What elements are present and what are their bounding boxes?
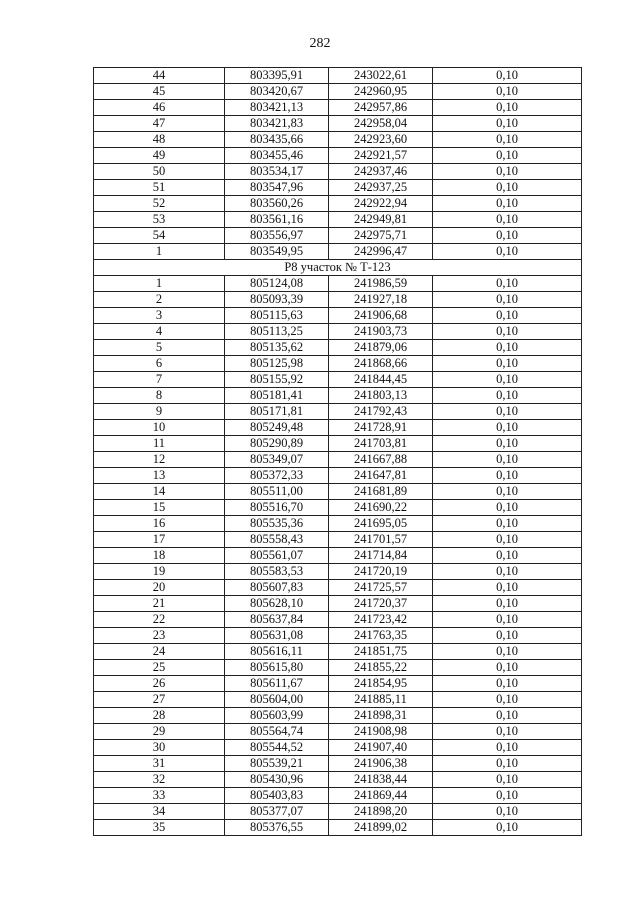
point-number-cell: 28 — [94, 708, 225, 724]
point-number-cell: 5 — [94, 340, 225, 356]
accuracy-cell: 0,10 — [433, 612, 582, 628]
table-row — [94, 804, 582, 820]
y-coordinate-cell: 243022,61 — [329, 68, 433, 84]
accuracy-cell: 0,10 — [433, 308, 582, 324]
y-coordinate-cell: 241725,57 — [329, 580, 433, 596]
point-number-cell: 23 — [94, 628, 225, 644]
table-row — [94, 564, 582, 580]
table-row — [94, 356, 582, 372]
y-coordinate-cell: 241854,95 — [329, 676, 433, 692]
point-number-cell: 13 — [94, 468, 225, 484]
table-row — [94, 644, 582, 660]
point-number-cell: 49 — [94, 148, 225, 164]
table-body-after — [94, 276, 582, 836]
point-number-cell: 17 — [94, 532, 225, 548]
point-number-cell: 18 — [94, 548, 225, 564]
table-row — [94, 340, 582, 356]
point-number-cell: 35 — [94, 820, 225, 836]
y-coordinate-cell: 241763,35 — [329, 628, 433, 644]
x-coordinate-cell: 805093,39 — [225, 292, 329, 308]
y-coordinate-cell: 241885,11 — [329, 692, 433, 708]
y-coordinate-cell: 241714,84 — [329, 548, 433, 564]
y-coordinate-cell: 241899,02 — [329, 820, 433, 836]
y-coordinate-cell: 241868,66 — [329, 356, 433, 372]
x-coordinate-cell: 803435,66 — [225, 132, 329, 148]
x-coordinate-cell: 803395,91 — [225, 68, 329, 84]
point-number-cell: 46 — [94, 100, 225, 116]
point-number-cell: 14 — [94, 484, 225, 500]
point-number-cell: 9 — [94, 404, 225, 420]
x-coordinate-cell: 805430,96 — [225, 772, 329, 788]
y-coordinate-cell: 241869,44 — [329, 788, 433, 804]
x-coordinate-cell: 805113,25 — [225, 324, 329, 340]
table-row — [94, 308, 582, 324]
x-coordinate-cell: 805349,07 — [225, 452, 329, 468]
point-number-cell: 8 — [94, 388, 225, 404]
accuracy-cell: 0,10 — [433, 388, 582, 404]
point-number-cell: 7 — [94, 372, 225, 388]
point-number-cell: 4 — [94, 324, 225, 340]
accuracy-cell: 0,10 — [433, 788, 582, 804]
accuracy-cell: 0,10 — [433, 532, 582, 548]
accuracy-cell: 0,10 — [433, 212, 582, 228]
x-coordinate-cell: 805290,89 — [225, 436, 329, 452]
x-coordinate-cell: 803421,13 — [225, 100, 329, 116]
y-coordinate-cell: 241723,42 — [329, 612, 433, 628]
x-coordinate-cell: 805561,07 — [225, 548, 329, 564]
point-number-cell: 11 — [94, 436, 225, 452]
point-number-cell: 26 — [94, 676, 225, 692]
y-coordinate-cell: 241701,57 — [329, 532, 433, 548]
point-number-cell: 30 — [94, 740, 225, 756]
table-row — [94, 612, 582, 628]
x-coordinate-cell: 805125,98 — [225, 356, 329, 372]
table-row — [94, 452, 582, 468]
point-number-cell: 53 — [94, 212, 225, 228]
x-coordinate-cell: 805155,92 — [225, 372, 329, 388]
x-coordinate-cell: 805377,07 — [225, 804, 329, 820]
y-coordinate-cell: 241898,20 — [329, 804, 433, 820]
accuracy-cell: 0,10 — [433, 340, 582, 356]
table-row — [94, 436, 582, 452]
x-coordinate-cell: 803534,17 — [225, 164, 329, 180]
table-row — [94, 724, 582, 740]
table-row — [94, 324, 582, 340]
point-number-cell: 15 — [94, 500, 225, 516]
y-coordinate-cell: 241879,06 — [329, 340, 433, 356]
x-coordinate-cell: 805558,43 — [225, 532, 329, 548]
accuracy-cell: 0,10 — [433, 324, 582, 340]
x-coordinate-cell: 803455,46 — [225, 148, 329, 164]
point-number-cell: 51 — [94, 180, 225, 196]
table-section — [94, 260, 582, 276]
y-coordinate-cell: 241703,81 — [329, 436, 433, 452]
accuracy-cell: 0,10 — [433, 484, 582, 500]
accuracy-cell: 0,10 — [433, 132, 582, 148]
point-number-cell: 31 — [94, 756, 225, 772]
x-coordinate-cell: 805511,00 — [225, 484, 329, 500]
y-coordinate-cell: 241803,13 — [329, 388, 433, 404]
x-coordinate-cell: 805564,74 — [225, 724, 329, 740]
accuracy-cell: 0,10 — [433, 244, 582, 260]
accuracy-cell: 0,10 — [433, 372, 582, 388]
table-row — [94, 148, 582, 164]
table-row — [94, 212, 582, 228]
accuracy-cell: 0,10 — [433, 772, 582, 788]
table-row — [94, 420, 582, 436]
table-row — [94, 84, 582, 100]
x-coordinate-cell: 805403,83 — [225, 788, 329, 804]
point-number-cell: 19 — [94, 564, 225, 580]
y-coordinate-cell: 241907,40 — [329, 740, 433, 756]
point-number-cell: 16 — [94, 516, 225, 532]
y-coordinate-cell: 242937,46 — [329, 164, 433, 180]
x-coordinate-cell: 805135,62 — [225, 340, 329, 356]
table-row — [94, 132, 582, 148]
point-number-cell: 27 — [94, 692, 225, 708]
accuracy-cell: 0,10 — [433, 116, 582, 132]
coordinates-table — [93, 67, 582, 836]
accuracy-cell: 0,10 — [433, 548, 582, 564]
accuracy-cell: 0,10 — [433, 740, 582, 756]
accuracy-cell: 0,10 — [433, 820, 582, 836]
x-coordinate-cell: 803547,96 — [225, 180, 329, 196]
table-row — [94, 68, 582, 84]
x-coordinate-cell: 805171,81 — [225, 404, 329, 420]
accuracy-cell: 0,10 — [433, 148, 582, 164]
table-row — [94, 772, 582, 788]
point-number-cell: 32 — [94, 772, 225, 788]
accuracy-cell: 0,10 — [433, 516, 582, 532]
accuracy-cell: 0,10 — [433, 420, 582, 436]
y-coordinate-cell: 242996,47 — [329, 244, 433, 260]
y-coordinate-cell: 241695,05 — [329, 516, 433, 532]
accuracy-cell: 0,10 — [433, 644, 582, 660]
table-row — [94, 756, 582, 772]
accuracy-cell: 0,10 — [433, 468, 582, 484]
point-number-cell: 10 — [94, 420, 225, 436]
x-coordinate-cell: 805181,41 — [225, 388, 329, 404]
accuracy-cell: 0,10 — [433, 276, 582, 292]
x-coordinate-cell: 805604,00 — [225, 692, 329, 708]
table-row — [94, 388, 582, 404]
section-title: Р8 участок № Т-123 — [94, 260, 582, 276]
y-coordinate-cell: 241898,31 — [329, 708, 433, 724]
point-number-cell: 52 — [94, 196, 225, 212]
point-number-cell: 45 — [94, 84, 225, 100]
x-coordinate-cell: 805376,55 — [225, 820, 329, 836]
table-row — [94, 820, 582, 836]
point-number-cell: 44 — [94, 68, 225, 84]
point-number-cell: 2 — [94, 292, 225, 308]
y-coordinate-cell: 242975,71 — [329, 228, 433, 244]
x-coordinate-cell: 805544,52 — [225, 740, 329, 756]
table-row — [94, 580, 582, 596]
y-coordinate-cell: 241647,81 — [329, 468, 433, 484]
x-coordinate-cell: 805631,08 — [225, 628, 329, 644]
accuracy-cell: 0,10 — [433, 452, 582, 468]
point-number-cell: 12 — [94, 452, 225, 468]
point-number-cell: 22 — [94, 612, 225, 628]
accuracy-cell: 0,10 — [433, 228, 582, 244]
table-row — [94, 628, 582, 644]
accuracy-cell: 0,10 — [433, 628, 582, 644]
table-row — [94, 692, 582, 708]
table-row — [94, 292, 582, 308]
point-number-cell: 54 — [94, 228, 225, 244]
y-coordinate-cell: 241906,38 — [329, 756, 433, 772]
accuracy-cell: 0,10 — [433, 580, 582, 596]
x-coordinate-cell: 805516,70 — [225, 500, 329, 516]
accuracy-cell: 0,10 — [433, 404, 582, 420]
table-row — [94, 196, 582, 212]
x-coordinate-cell: 805628,10 — [225, 596, 329, 612]
x-coordinate-cell: 803561,16 — [225, 212, 329, 228]
point-number-cell: 29 — [94, 724, 225, 740]
table-row — [94, 276, 582, 292]
accuracy-cell: 0,10 — [433, 676, 582, 692]
y-coordinate-cell: 241851,75 — [329, 644, 433, 660]
accuracy-cell: 0,10 — [433, 708, 582, 724]
y-coordinate-cell: 241667,88 — [329, 452, 433, 468]
table-row — [94, 740, 582, 756]
table-row — [94, 484, 582, 500]
y-coordinate-cell: 242958,04 — [329, 116, 433, 132]
table-row — [94, 100, 582, 116]
point-number-cell: 20 — [94, 580, 225, 596]
point-number-cell: 1 — [94, 276, 225, 292]
x-coordinate-cell: 805124,08 — [225, 276, 329, 292]
y-coordinate-cell: 242960,95 — [329, 84, 433, 100]
x-coordinate-cell: 805603,99 — [225, 708, 329, 724]
x-coordinate-cell: 803560,26 — [225, 196, 329, 212]
point-number-cell: 34 — [94, 804, 225, 820]
point-number-cell: 3 — [94, 308, 225, 324]
y-coordinate-cell: 241720,19 — [329, 564, 433, 580]
x-coordinate-cell: 805615,80 — [225, 660, 329, 676]
y-coordinate-cell: 241855,22 — [329, 660, 433, 676]
y-coordinate-cell: 241908,98 — [329, 724, 433, 740]
point-number-cell: 50 — [94, 164, 225, 180]
y-coordinate-cell: 242923,60 — [329, 132, 433, 148]
x-coordinate-cell: 805372,33 — [225, 468, 329, 484]
x-coordinate-cell: 805115,63 — [225, 308, 329, 324]
table-row — [94, 596, 582, 612]
accuracy-cell: 0,10 — [433, 196, 582, 212]
point-number-cell: 33 — [94, 788, 225, 804]
point-number-cell: 48 — [94, 132, 225, 148]
accuracy-cell: 0,10 — [433, 292, 582, 308]
section-header-row — [94, 260, 582, 276]
x-coordinate-cell: 803549,95 — [225, 244, 329, 260]
accuracy-cell: 0,10 — [433, 180, 582, 196]
point-number-cell: 6 — [94, 356, 225, 372]
point-number-cell: 21 — [94, 596, 225, 612]
x-coordinate-cell: 805616,11 — [225, 644, 329, 660]
x-coordinate-cell: 803421,83 — [225, 116, 329, 132]
accuracy-cell: 0,10 — [433, 164, 582, 180]
table-body-before — [94, 68, 582, 260]
x-coordinate-cell: 805535,36 — [225, 516, 329, 532]
accuracy-cell: 0,10 — [433, 564, 582, 580]
y-coordinate-cell: 241844,45 — [329, 372, 433, 388]
accuracy-cell: 0,10 — [433, 724, 582, 740]
x-coordinate-cell: 803556,97 — [225, 228, 329, 244]
table-row — [94, 788, 582, 804]
point-number-cell: 47 — [94, 116, 225, 132]
y-coordinate-cell: 242949,81 — [329, 212, 433, 228]
y-coordinate-cell: 241903,73 — [329, 324, 433, 340]
y-coordinate-cell: 241720,37 — [329, 596, 433, 612]
y-coordinate-cell: 242937,25 — [329, 180, 433, 196]
table-row — [94, 164, 582, 180]
page-number: 282 — [309, 36, 331, 51]
table-row — [94, 228, 582, 244]
accuracy-cell: 0,10 — [433, 756, 582, 772]
y-coordinate-cell: 242922,94 — [329, 196, 433, 212]
y-coordinate-cell: 241838,44 — [329, 772, 433, 788]
y-coordinate-cell: 242921,57 — [329, 148, 433, 164]
y-coordinate-cell: 241792,43 — [329, 404, 433, 420]
y-coordinate-cell: 241690,22 — [329, 500, 433, 516]
point-number-cell: 24 — [94, 644, 225, 660]
table-row — [94, 548, 582, 564]
table-row — [94, 180, 582, 196]
x-coordinate-cell: 805249,48 — [225, 420, 329, 436]
table-row — [94, 244, 582, 260]
point-number-cell: 1 — [94, 244, 225, 260]
y-coordinate-cell: 242957,86 — [329, 100, 433, 116]
x-coordinate-cell: 805539,21 — [225, 756, 329, 772]
table-row — [94, 532, 582, 548]
table-row — [94, 676, 582, 692]
y-coordinate-cell: 241927,18 — [329, 292, 433, 308]
x-coordinate-cell: 803420,67 — [225, 84, 329, 100]
accuracy-cell: 0,10 — [433, 436, 582, 452]
y-coordinate-cell: 241906,68 — [329, 308, 433, 324]
accuracy-cell: 0,10 — [433, 804, 582, 820]
accuracy-cell: 0,10 — [433, 68, 582, 84]
x-coordinate-cell: 805637,84 — [225, 612, 329, 628]
table-row — [94, 372, 582, 388]
table-row — [94, 116, 582, 132]
accuracy-cell: 0,10 — [433, 100, 582, 116]
accuracy-cell: 0,10 — [433, 660, 582, 676]
table-row — [94, 516, 582, 532]
table-row — [94, 404, 582, 420]
accuracy-cell: 0,10 — [433, 84, 582, 100]
table-row — [94, 660, 582, 676]
accuracy-cell: 0,10 — [433, 692, 582, 708]
y-coordinate-cell: 241681,89 — [329, 484, 433, 500]
y-coordinate-cell: 241728,91 — [329, 420, 433, 436]
accuracy-cell: 0,10 — [433, 356, 582, 372]
accuracy-cell: 0,10 — [433, 500, 582, 516]
table-row — [94, 468, 582, 484]
point-number-cell: 25 — [94, 660, 225, 676]
y-coordinate-cell: 241986,59 — [329, 276, 433, 292]
x-coordinate-cell: 805611,67 — [225, 676, 329, 692]
x-coordinate-cell: 805583,53 — [225, 564, 329, 580]
x-coordinate-cell: 805607,83 — [225, 580, 329, 596]
table-row — [94, 708, 582, 724]
accuracy-cell: 0,10 — [433, 596, 582, 612]
table-row — [94, 500, 582, 516]
